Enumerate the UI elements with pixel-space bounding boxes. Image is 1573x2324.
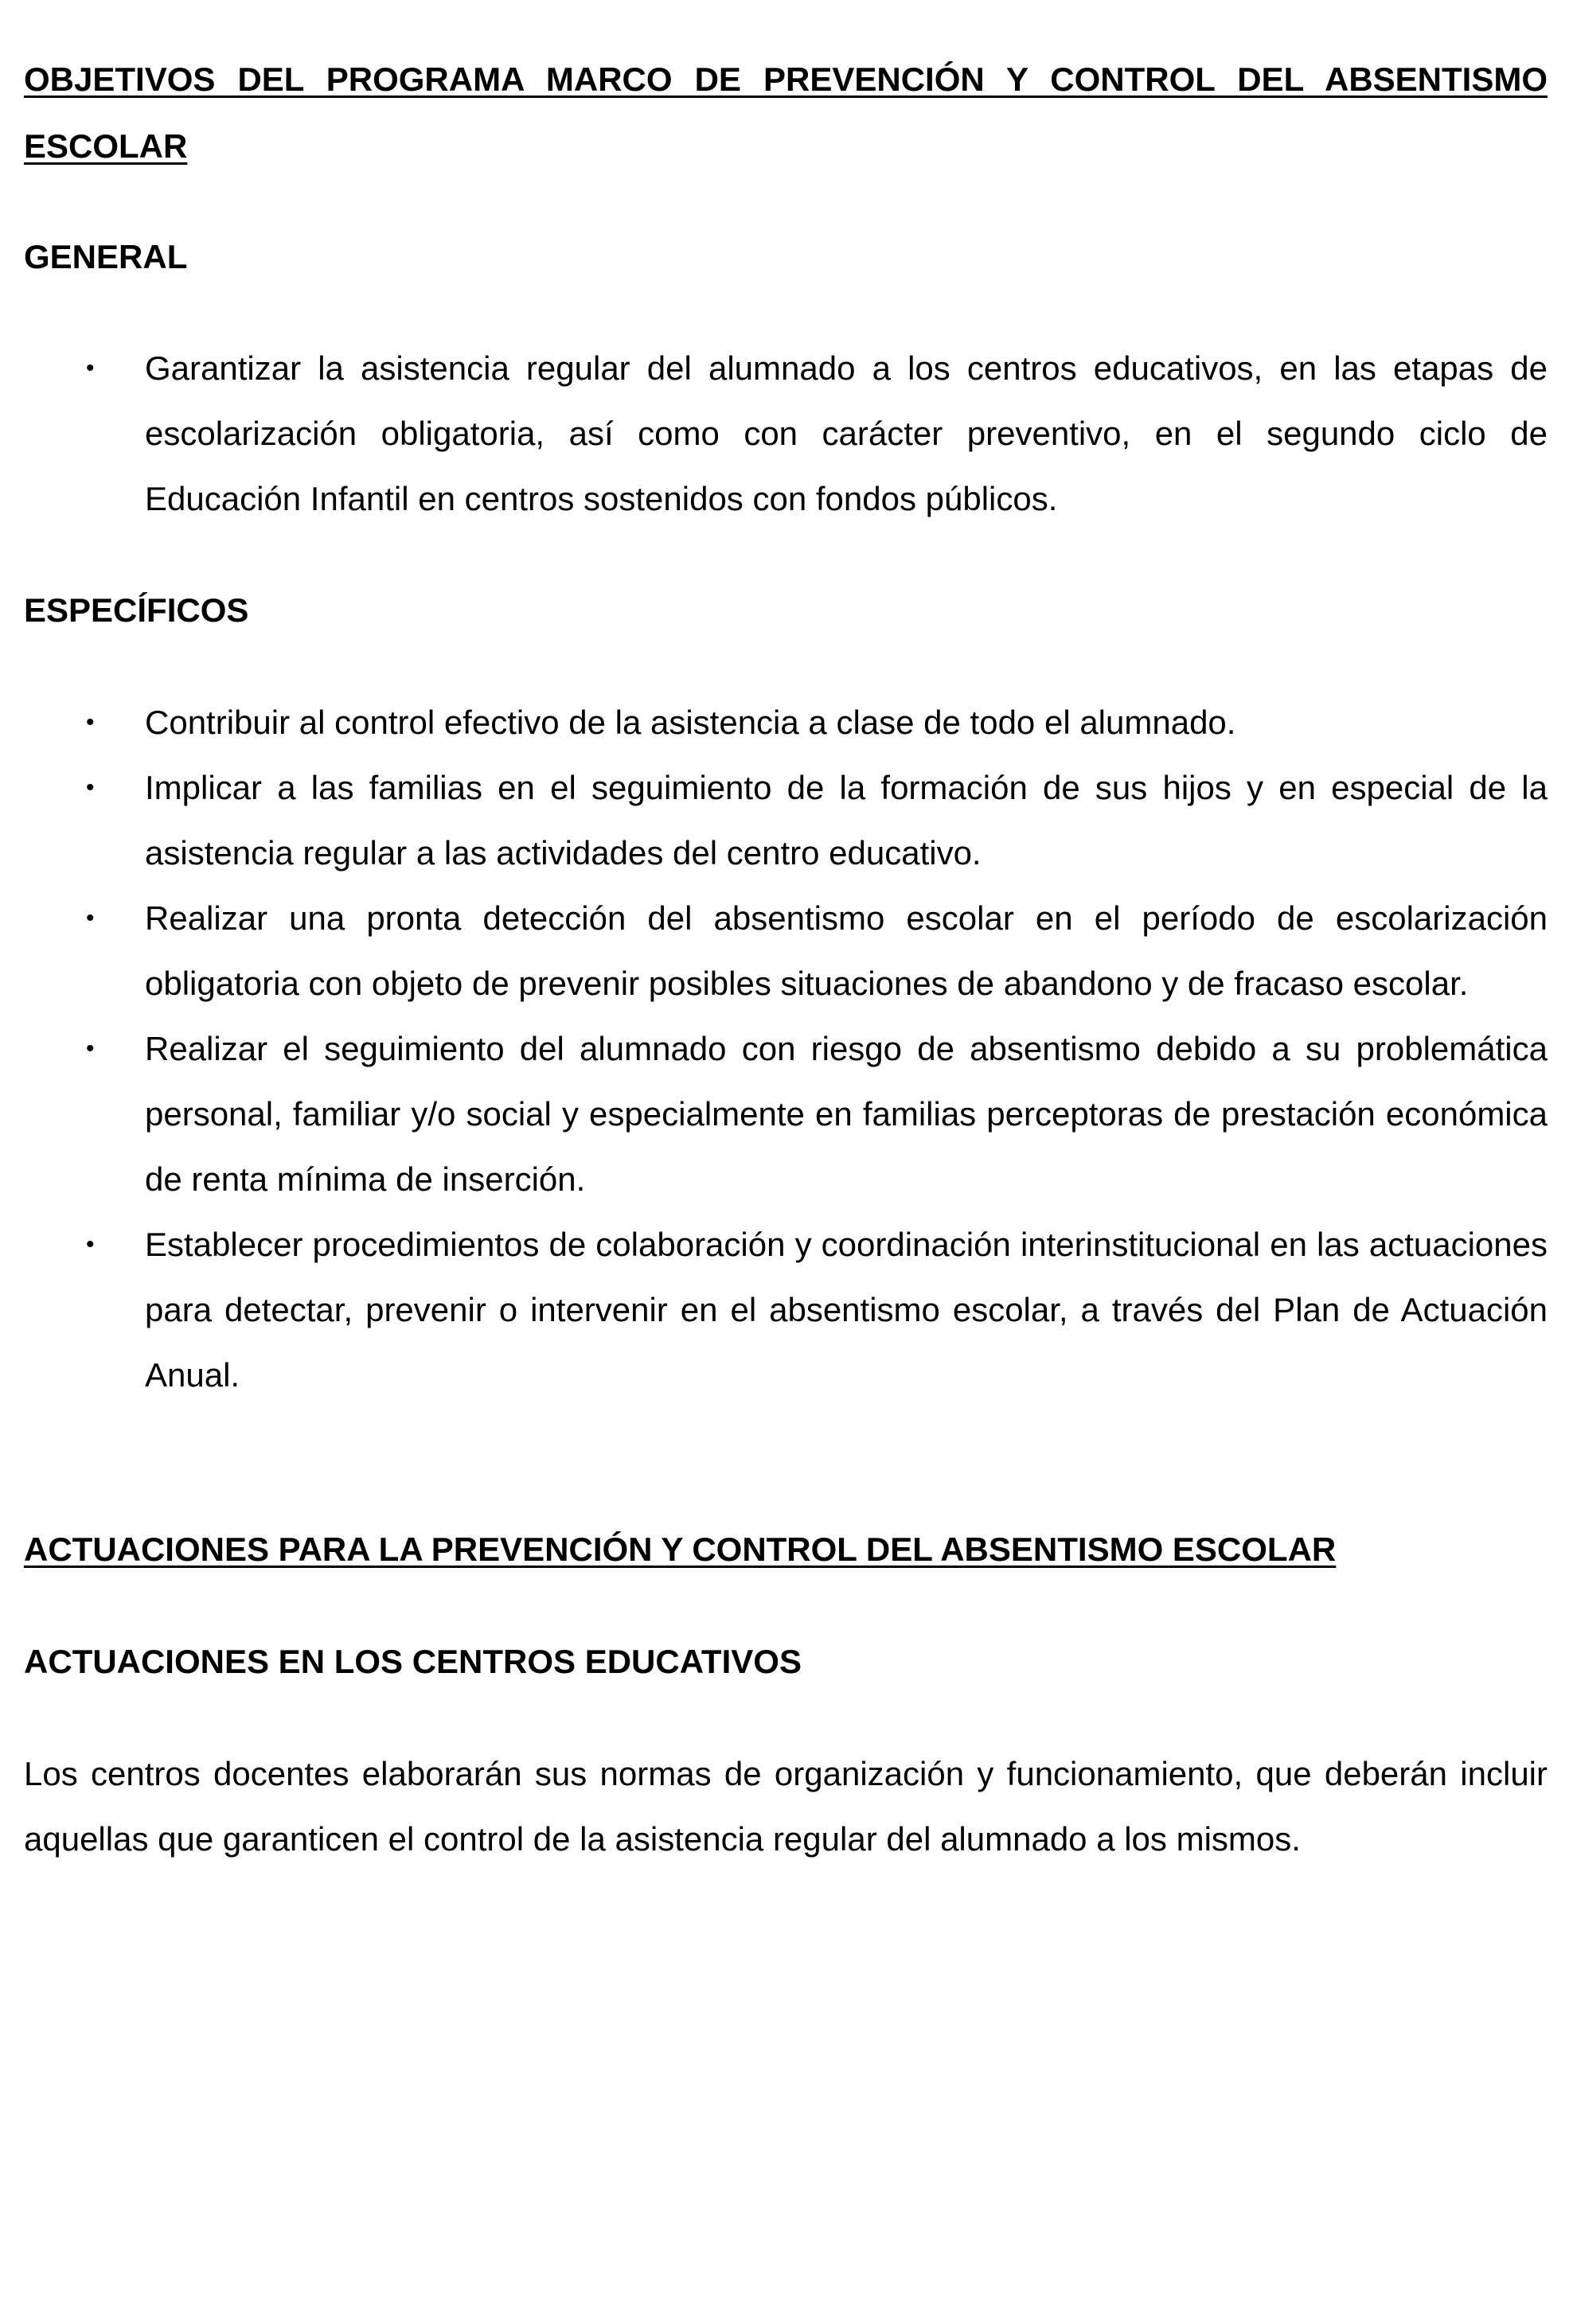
actuaciones-heading: ACTUACIONES PARA LA PREVENCIÓN Y CONTROL DEL ABSENTISMO ESCOLAR: [24, 1530, 1337, 1568]
centros-paragraph: Los centros docentes elaborarán sus normas de organización y funcionamiento, que deberán incluir aquellas que garanticen el control de la asistencia regular del alumnado a los mismos.: [24, 1755, 1548, 1858]
centros-subheading: ACTUACIONES EN LOS CENTROS EDUCATIVOS: [24, 1643, 802, 1680]
list-item-text: Establecer procedimientos de colaboración y coordinación interinstitucional en las actuaciones para detectar, prevenir o intervenir en el absentismo escolar, a través del Plan de Actuación Anual.: [145, 1226, 1548, 1394]
list-item: [24, 336, 1548, 532]
list-item: [24, 690, 1548, 755]
list-item-text: Realizar una pronta detección del absentismo escolar en el período de escolarización obligatoria con objeto de prevenir posibles situaciones de abandono y de fracaso escolar.: [145, 899, 1548, 1002]
especificos-list: [24, 690, 1548, 1408]
bullet-icon: •: [86, 905, 95, 931]
list-item-text: Garantizar la asistencia regular del alumnado a los centros educativos, en las etapas de escolarización obligatoria, así como con carácter preventivo, en el segundo ciclo de Educación Infantil en centros sostenidos con fondos públicos.: [145, 349, 1548, 517]
bullet-icon: •: [86, 709, 95, 735]
general-heading: GENERAL: [24, 238, 188, 275]
list-item: [24, 1016, 1548, 1212]
bullet-icon: •: [86, 774, 95, 801]
bullet-icon: •: [86, 1231, 95, 1258]
list-item: [24, 886, 1548, 1016]
list-item-text: Realizar el seguimiento del alumnado con riesgo de absentismo debido a su problemática personal, familiar y/o social y especialmente en familias perceptoras de prestación económica de renta mínima de inserción.: [145, 1030, 1548, 1198]
especificos-heading: ESPECÍFICOS: [24, 591, 249, 629]
bullet-icon: •: [86, 1035, 95, 1062]
list-item-text: Implicar a las familias en el seguimiento de la formación de sus hijos y en especial de la asistencia regular a las actividades del centro educativo.: [145, 769, 1548, 872]
list-item: [24, 1212, 1548, 1408]
list-item-text: Contribuir al control efectivo de la asistencia a clase de todo el alumnado.: [145, 704, 1236, 741]
document-title: OBJETIVOS DEL PROGRAMA MARCO DE PREVENCIÓN Y CONTROL DEL ABSENTISMO ESCOLAR: [24, 60, 1548, 165]
list-item: [24, 755, 1548, 886]
bullet-icon: •: [86, 355, 95, 381]
general-list: [24, 336, 1548, 532]
